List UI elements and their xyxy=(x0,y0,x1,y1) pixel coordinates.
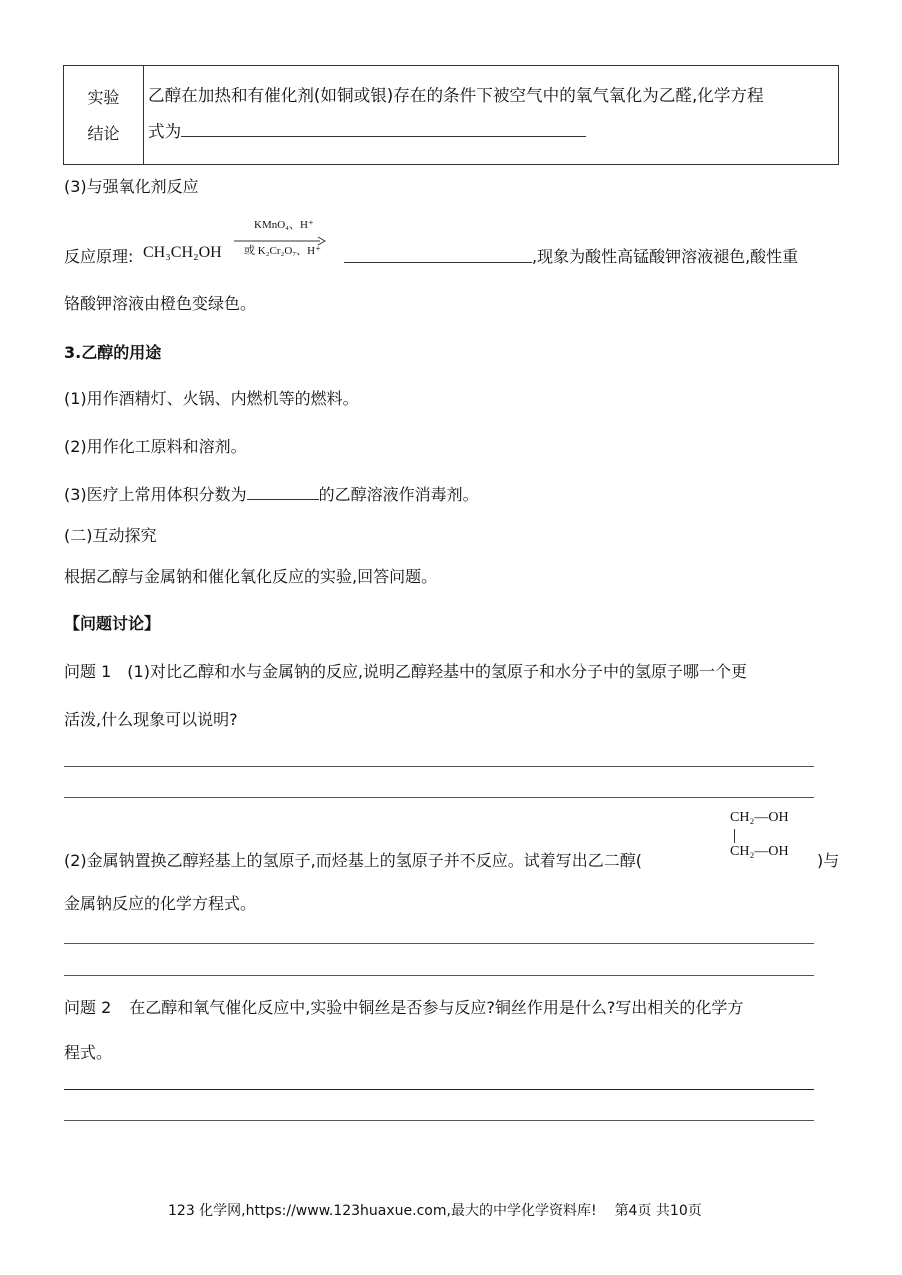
experiment-conclusion-table xyxy=(63,65,839,165)
answer-line[interactable] xyxy=(64,943,814,944)
question-2-text: 在乙醇和氧气催化反应中,实验中铜丝是否参与反应?铜丝作用是什么?写出相关的化学方 xyxy=(129,998,744,1017)
table-header-cell xyxy=(64,66,144,165)
question-2-line-2: 程式。 xyxy=(64,1043,113,1062)
table-header-line-1: 实验 xyxy=(87,88,120,107)
glycol-top-group: CH₂—OH xyxy=(730,810,789,825)
answer-line[interactable] xyxy=(64,1089,814,1090)
footer-page-number: 第4页 共10页 xyxy=(614,1203,702,1219)
footer xyxy=(168,1200,702,1220)
question-1-part-1-text: (1)对比乙醇和水与金属钠的反应,说明乙醇羟基中的氢原子和水分子中的氢原子哪一个更 xyxy=(127,662,748,681)
question-1-part-2-line-1-post: )与 xyxy=(817,851,840,870)
table-body-line-2: 式为 xyxy=(148,122,182,141)
use-item-3-pre: (3)医疗上常用体积分数为 xyxy=(64,485,247,504)
uses-heading: 3.乙醇的用途 xyxy=(64,343,162,362)
answer-line[interactable] xyxy=(64,766,814,767)
discussion-heading: 【问题讨论】 xyxy=(64,614,161,633)
table-body-cell xyxy=(144,66,839,165)
use-item-1: (1)用作酒精灯、火锅、内燃机等的燃料。 xyxy=(64,389,359,408)
footer-site-text: 123 化学网,https://www.123huaxue.com,最大的中学化学资料库! xyxy=(168,1203,597,1219)
question-1-part-1-line-2: 活泼,什么现象可以说明? xyxy=(64,710,238,729)
table-body-line-1: 乙醇在加热和有催化剂(如铜或银)存在的条件下被空气中的氧气氧化为乙醛,化学方程 xyxy=(148,86,764,105)
use-item-3 xyxy=(64,482,479,505)
answer-line[interactable] xyxy=(64,1120,814,1121)
explore-intro: 根据乙醇与金属钠和催化氧化反应的实验,回答问题。 xyxy=(64,567,438,586)
volume-fraction-blank[interactable] xyxy=(247,485,319,500)
question-1-part-1-line-1 xyxy=(64,659,747,682)
question-2-label: 问题 2 xyxy=(64,998,112,1017)
table-header-line-2: 结论 xyxy=(87,124,120,143)
question-1-part-2-line-1-pre: (2)金属钠置换乙醇羟基上的氢原子,而烃基上的氢原子并不反应。试着写出乙二醇( xyxy=(64,851,642,870)
question-1-part-2-line-2: 金属钠反应的化学方程式。 xyxy=(64,894,257,913)
explore-heading: (二)互动探究 xyxy=(64,526,157,545)
product-blank[interactable] xyxy=(344,247,532,263)
use-item-3-post: 的乙醇溶液作消毒剂。 xyxy=(318,485,479,504)
reaction-phenomenon-cont: 铬酸钾溶液由橙色变绿色。 xyxy=(64,294,257,313)
question-1-label: 问题 1 xyxy=(64,662,112,681)
answer-line[interactable] xyxy=(64,797,814,798)
use-item-2: (2)用作化工原料和溶剂。 xyxy=(64,437,247,456)
arrow-condition-below: 或 K₂Cr₂O₇、H⁺ xyxy=(244,245,321,257)
arrow-condition-above: KMnO₄、H⁺ xyxy=(254,219,314,231)
question-2-line-1 xyxy=(64,995,743,1018)
answer-line[interactable] xyxy=(64,975,814,976)
reaction-principle-prefix: 反应原理: xyxy=(64,247,134,266)
reactant-formula: CH₃CH₂OH xyxy=(143,244,222,261)
equation-blank[interactable] xyxy=(181,122,586,137)
glycol-bottom-group: CH₂—OH xyxy=(730,844,789,859)
section-strong-oxidant-heading: (3)与强氧化剂反应 xyxy=(64,177,199,196)
reaction-arrow-icon xyxy=(234,231,326,241)
reaction-phenomenon: ,现象为酸性高锰酸钾溶液褪色,酸性重 xyxy=(532,247,799,266)
glycol-bond-icon xyxy=(734,829,735,843)
